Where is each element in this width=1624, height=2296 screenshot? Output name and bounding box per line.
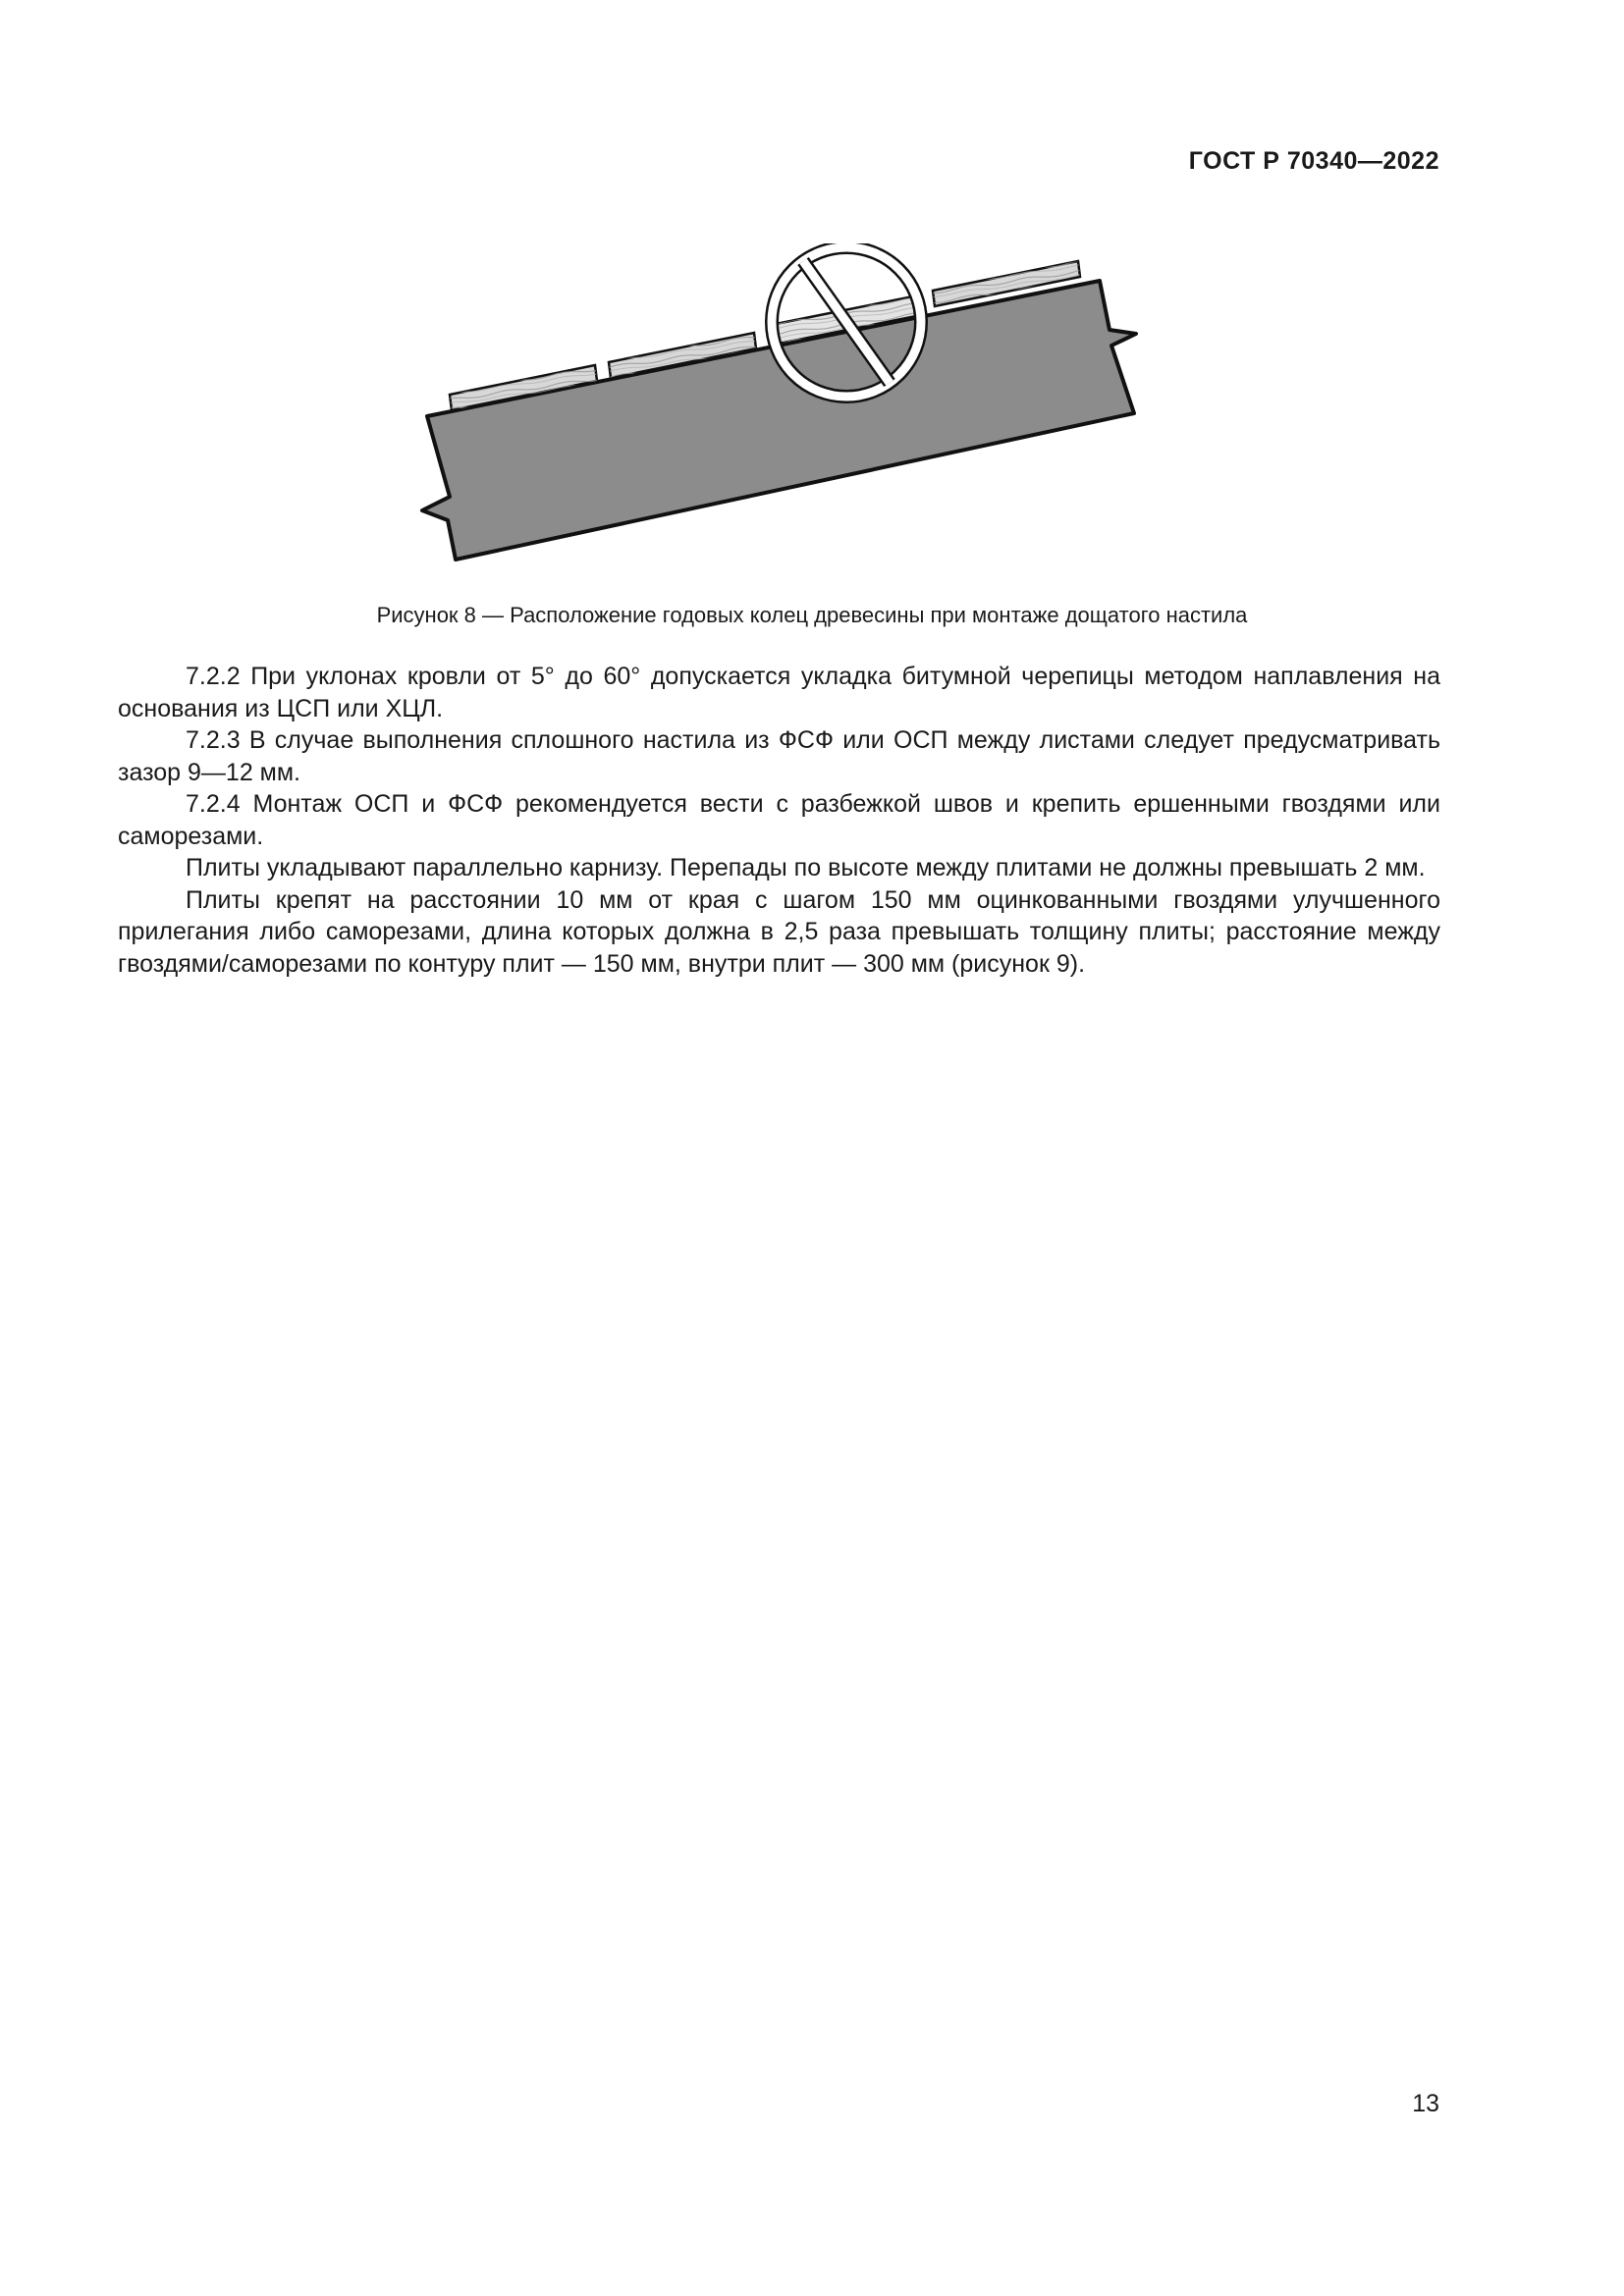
paragraph-plates-fixing: Плиты крепят на расстоянии 10 мм от края с шагом 150 мм оцинкованными гвоздями улучшенного прилегания либо саморезами, длина которых должна в 2,5 раза превышать толщину плиты; расстояние между гвоздями/саморезами по контуру плит — 150 мм, внутри плит — 300 мм (рисунок 9). xyxy=(118,885,1440,978)
page-number: 13 xyxy=(1412,2090,1439,2117)
figure-caption: Рисунок 8 — Расположение годовых колец древесины при монтаже дощатого настила xyxy=(376,603,1248,627)
paragraph-plates-laying: Плиты укладывают параллельно карнизу. Перепады по высоте между плитами не должны превышать 2 мм. xyxy=(186,854,1426,881)
figure-roof-decking xyxy=(412,243,1159,577)
paragraph-7-2-3: 7.2.3 В случае выполнения сплошного настила из ФСФ или ОСП между листами следует предусматривать зазор 9—12 мм. xyxy=(118,726,1440,786)
paragraph-7-2-4: 7.2.4 Монтаж ОСП и ФСФ рекомендуется вести с разбежкой швов и крепить ершенными гвоздями или саморезами. xyxy=(118,790,1440,850)
document-id: ГОСТ Р 70340—2022 xyxy=(1188,147,1439,175)
body-text xyxy=(118,661,1440,980)
figure-drawing xyxy=(412,243,1159,577)
paragraph-7-2-2: 7.2.2 При уклонах кровли от 5° до 60° допускается укладка битумной черепицы методом наплавления на основания из ЦСП или ХЦЛ. xyxy=(118,663,1440,722)
